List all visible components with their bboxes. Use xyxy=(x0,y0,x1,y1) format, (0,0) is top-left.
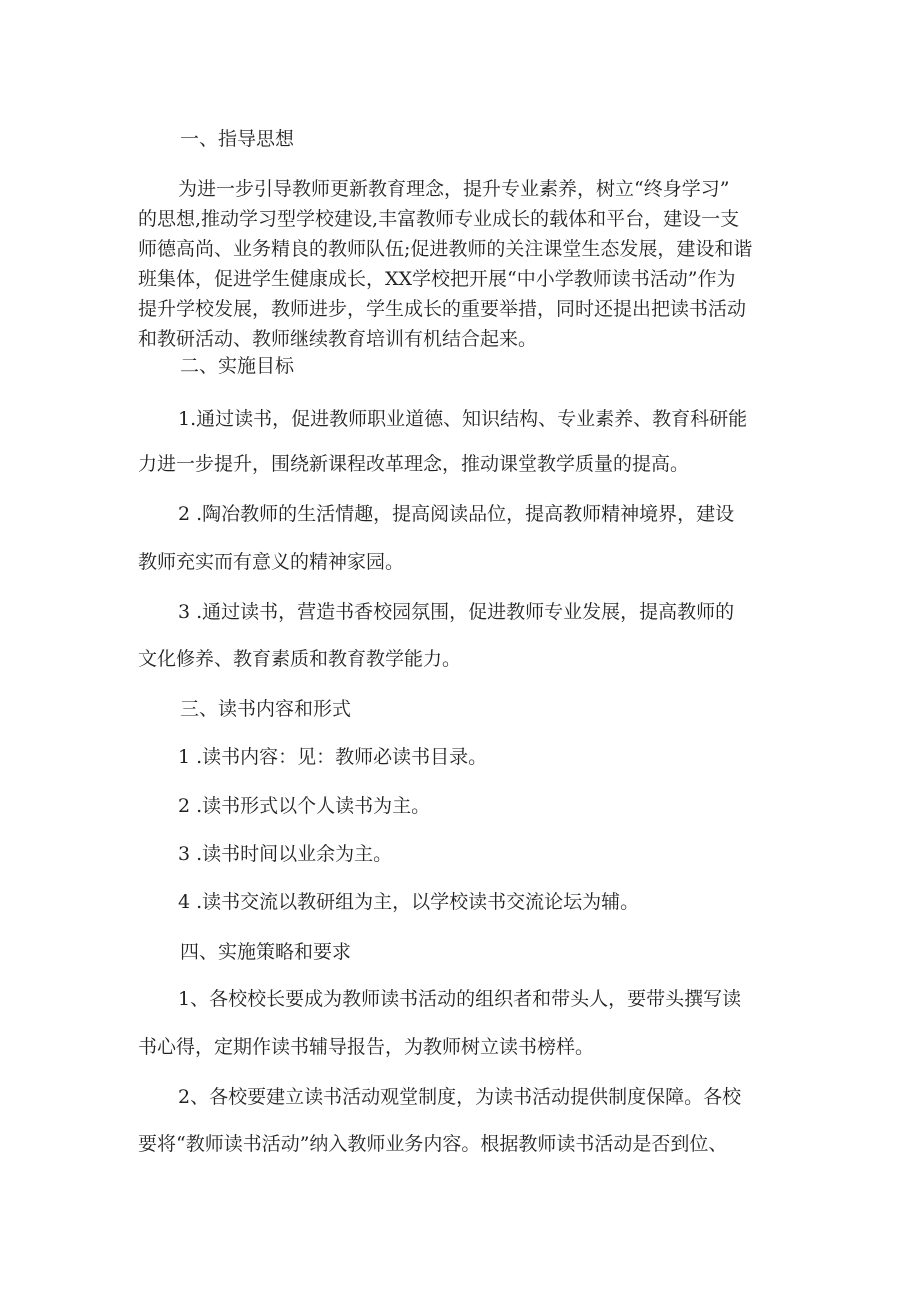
paragraph-line: 教师充实而有意义的精神家园。 xyxy=(138,551,405,573)
paragraph-line: 1、各校校长要成为教师读书活动的组织者和带头人，要带头撰写读 xyxy=(178,988,742,1010)
paragraph-line: 3 .读书时间以业余为主。 xyxy=(178,843,393,865)
paragraph-line: 师德高尚、业务精良的教师队伍;促进教师的关注课堂生态发展，建设和谐 xyxy=(138,238,753,260)
section-heading-2: 二、实施目标 xyxy=(180,355,295,377)
paragraph-line: 班集体，促进学生健康成长，XX学校把开展“中小学教师读书活动”作为 xyxy=(138,268,736,290)
paragraph-line: 书心得，定期作读书辅导报告，为教师树立读书榜样。 xyxy=(138,1036,595,1058)
section-heading-3: 三、读书内容和形式 xyxy=(180,698,352,720)
paragraph-line: 力进一步提升，围绕新课程改革理念，推动课堂教学质量的提高。 xyxy=(138,453,690,475)
paragraph-line: 1 .读书内容：见：教师必读书目录。 xyxy=(178,746,488,768)
paragraph-line: 为进一步引导教师更新教育理念，提升专业素养，树立“终身学习” xyxy=(178,178,730,200)
paragraph-line: 和教研活动、教师继续教育培训有机结合起来。 xyxy=(138,328,538,350)
paragraph-line: 文化修养、教育素质和教育教学能力。 xyxy=(138,648,462,670)
paragraph-line: 要将“教师读书活动”纳入教师业务内容。根据教师读书活动是否到位、 xyxy=(138,1133,728,1155)
paragraph-line: 3 .通过读书，营造书香校园氛围，促进教师专业发展，提高教师的 xyxy=(178,601,735,623)
paragraph-line: 2、各校要建立读书活动观堂制度，为读书活动提供制度保障。各校 xyxy=(178,1086,742,1108)
paragraph-line: 提升学校发展，教师进步，学生成长的重要举措，同时还提出把读书活动 xyxy=(138,298,747,320)
paragraph-line: 2 .读书形式以个人读书为主。 xyxy=(178,795,431,817)
paragraph-line: 2 .陶冶教师的生活情趣，提高阅读品位，提高教师精神境界，建设 xyxy=(178,503,735,525)
section-heading-4: 四、实施策略和要求 xyxy=(180,941,352,963)
paragraph-line: 4 .读书交流以教研组为主，以学校读书交流论坛为辅。 xyxy=(178,891,640,913)
paragraph-line: 的思想,推动学习型学校建设,丰富教师专业成长的载体和平台，建设一支 xyxy=(138,208,740,230)
paragraph-line: 1.通过读书，促进教师职业道德、知识结构、专业素养、教育科研能 xyxy=(178,408,748,430)
section-heading-1: 一、指导思想 xyxy=(180,128,295,150)
